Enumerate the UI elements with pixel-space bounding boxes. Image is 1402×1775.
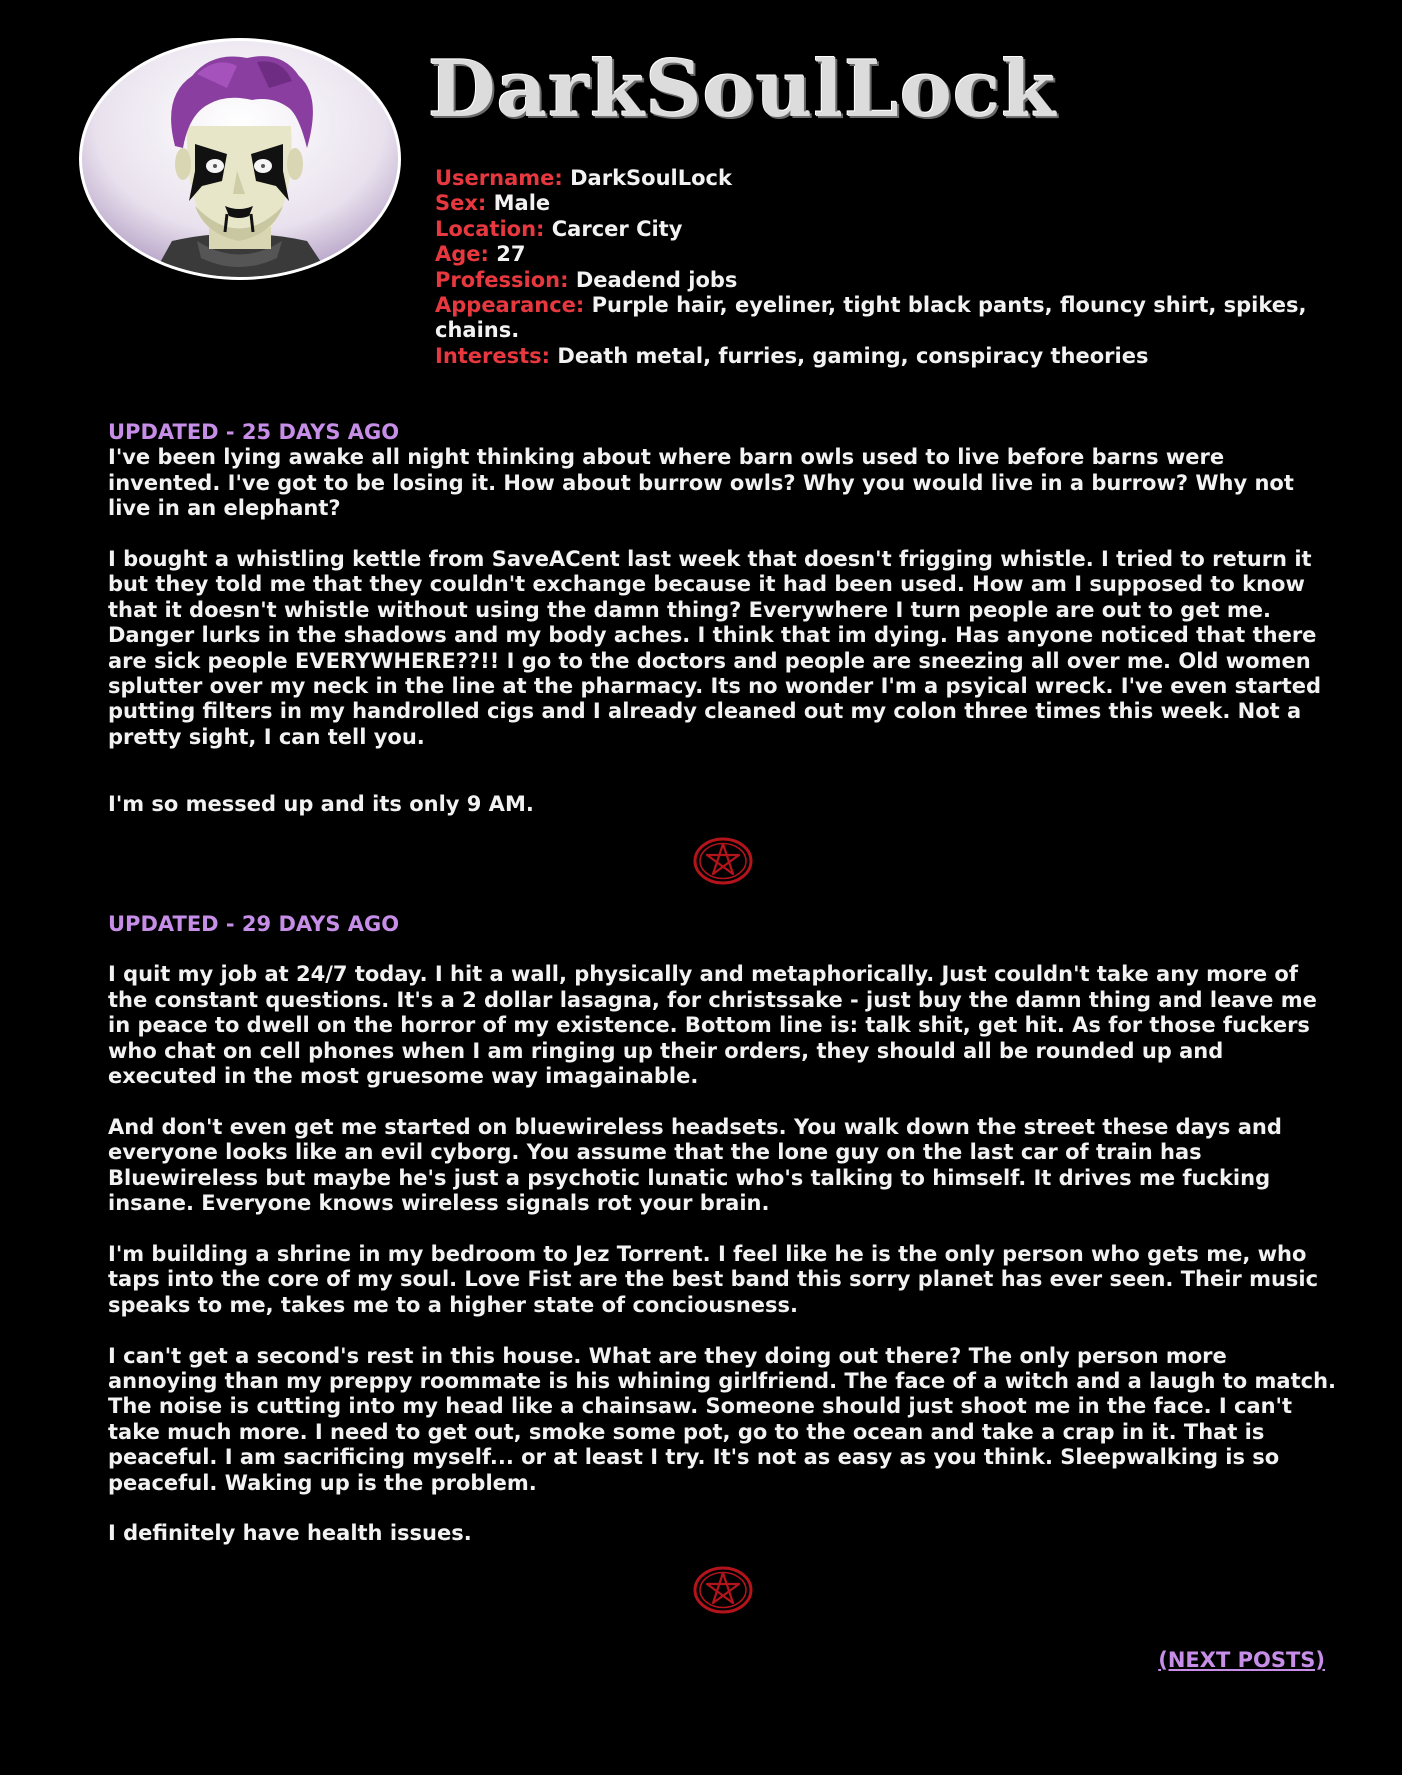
profile-label: Sex:: [435, 191, 487, 216]
posts-feed: [108, 420, 1338, 1615]
post-date: UPDATED - 29 DAYS AGO: [108, 911, 400, 936]
profile-value: DarkSoulLock: [570, 166, 732, 190]
profile-profession: [435, 268, 1335, 293]
profile-label: Interests:: [435, 343, 551, 368]
profile-label: Age:: [435, 242, 489, 267]
site-title: DarkSoulLock: [428, 44, 1057, 135]
profile-info: [435, 166, 1335, 369]
profile-label: Location:: [435, 216, 545, 241]
profile-label: Profession:: [435, 267, 569, 292]
profile-sex: [435, 191, 1335, 216]
profile-age: [435, 242, 1335, 267]
profile-value: Deadend jobs: [575, 267, 738, 292]
profile-value: Carcer City: [551, 216, 683, 241]
next-posts-link[interactable]: (NEXT POSTS): [1158, 1648, 1325, 1672]
post-date: UPDATED - 25 DAYS AGO: [108, 420, 400, 444]
profile-appearance: [435, 293, 1335, 344]
post-paragraph: I'm so messed up and its only 9 AM.: [108, 792, 534, 817]
profile-value: 27: [496, 242, 526, 267]
profile-interests: [435, 344, 1335, 369]
pentagram-divider-icon: [692, 836, 754, 886]
post-paragraph: I can't get a second's rest in this house. What are they doing out there? The only person more annoying than my preppy roommate is his whining girlfriend. The face of a witch and a laugh to match. The noise is cutting into my head like a chainsaw. Someone should just shoot me in the face. I can't take much more. I need to get out, smoke some pot, go to the ocean and take a crap in it. That is peaceful. I am sacrificing myself... or at least I try. It's not as easy as you think. Sleepwalking is so peaceful. Waking up is the problem.: [108, 1343, 1337, 1495]
profile-value: Death metal, furries, gaming, conspiracy theories: [557, 343, 1149, 368]
post-paragraph: I definitely have health issues.: [108, 1521, 472, 1546]
post-paragraph: I've been lying awake all night thinking about where barn owls used to live before barns were invented. I've got to be losing it. How about burrow owls? Why you would live in a burrow? Why not live in an elephant?: [108, 445, 1294, 521]
blog-post: [108, 420, 1338, 818]
post-paragraph: I bought a whistling kettle from SaveACent last week that doesn't frigging whistle. I tried to return it but they told me that they couldn't exchange because it had been used. How am I supposed to know that it doesn't whistle without using the damn thing? Everywhere I turn people are out to get me. Danger lurks in the shadows and my body aches. I think that im dying. Has anyone noticed that there are sick people EVERYWHERE??!! I go to the doctors and people are sneezing all over me. Old women splutter over my neck in the line at the pharmacy. Its no wonder I'm a psyical wreck. I've even started putting filters in my handrolled cigs and I already cleaned out my colon three times this week. Not a pretty sight, I can tell you.: [108, 547, 1322, 749]
pentagram-divider-icon: [692, 1565, 754, 1615]
avatar: [77, 36, 403, 282]
profile-value: Purple hair, eyeliner, tight black pants, flouncy shirt, spikes, chains.: [435, 293, 1307, 343]
post-paragraph: I quit my job at 24/7 today. I hit a wall, physically and metaphorically. Just couldn't take any more of the constant questions. It's a 2 dollar lasagna, for christssake - just buy the damn thing and leave me in peace to dwell on the horror of my existence. Bottom line is: talk shit, get hit. As for those fuckers who chat on cell phones when I am ringing up their orders, they should all be rounded up and executed in the most gruesome way imagainable.: [108, 962, 1317, 1089]
profile-label: Appearance:: [435, 293, 585, 318]
profile-location: [435, 217, 1335, 242]
profile-username: [435, 166, 1335, 191]
post-paragraph: And don't even get me started on bluewireless headsets. You walk down the street these days and everyone looks like an evil cyborg. You assume that the lone guy on the last car of train has Bluewireless but maybe he's just a psychotic lunatic who's talking to himself. It drives me fucking insane. Everyone knows wireless signals rot your brain.: [108, 1114, 1282, 1216]
profile-label: Username:: [435, 166, 563, 190]
blog-post: [108, 912, 1338, 1547]
profile-value: Male: [493, 191, 551, 216]
post-paragraph: I'm building a shrine in my bedroom to Jez Torrent. I feel like he is the only person who gets me, who taps into the core of my soul. Love Fist are the best band this sorry planet has ever seen. Their music speaks to me, takes me to a higher state of conciousness.: [108, 1241, 1319, 1317]
